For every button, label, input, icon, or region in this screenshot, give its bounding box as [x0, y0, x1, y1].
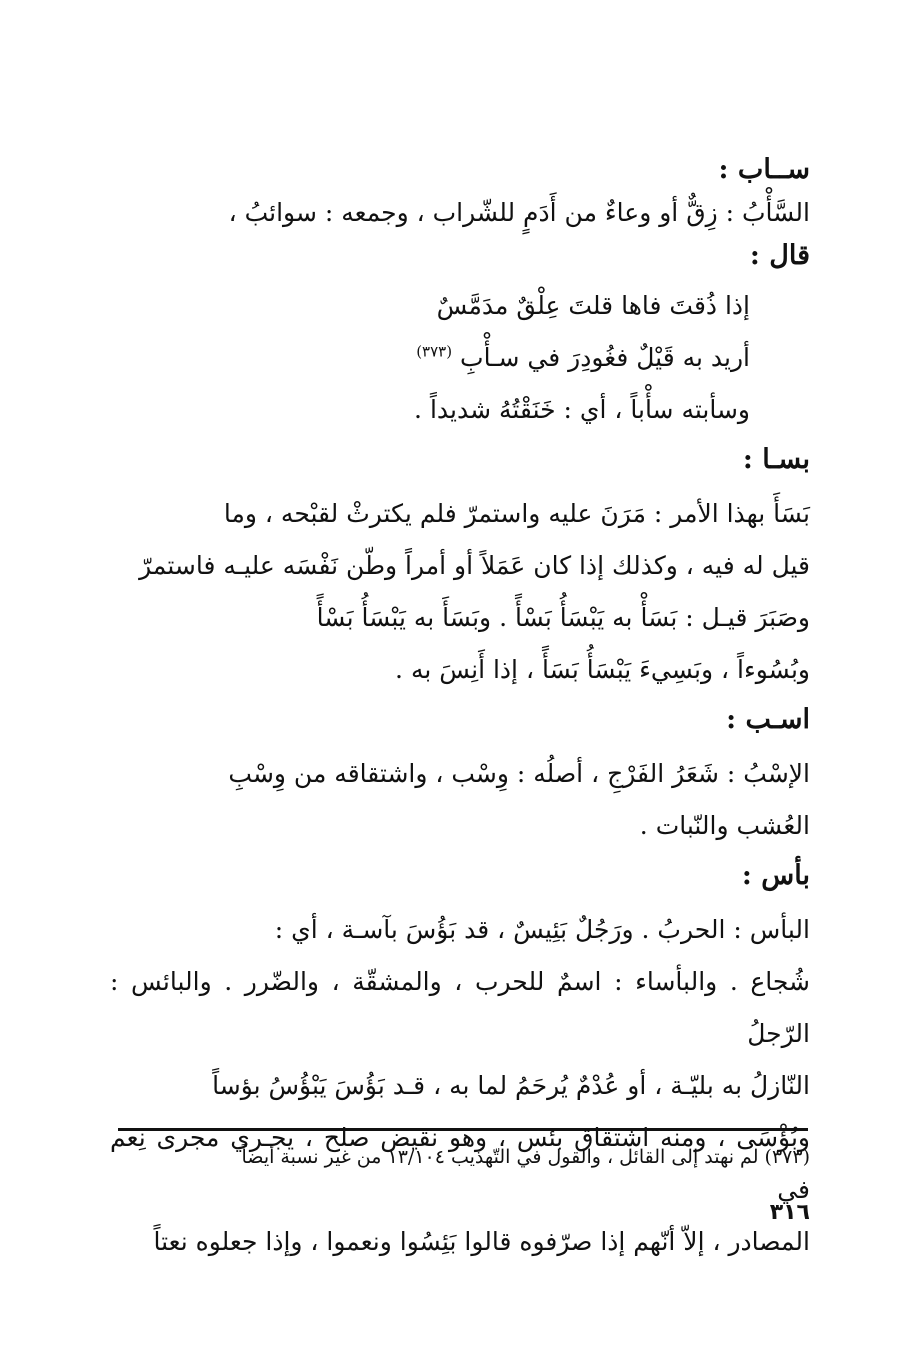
entry-heading-saab: ســاب :: [718, 154, 810, 185]
entry-line: الإسْبُ : شَعَرُ الفَرْجِ ، أصلُه : وِسْب ، واشتقاقه من وِسْبِ: [228, 759, 810, 788]
entry-heading-basa: بسـا :: [742, 444, 810, 475]
entry-line: بَسَأَ بهذا الأمر : مَرَنَ عليه واستمرّ فلم يكترثْ لقبْحه ، وما: [223, 499, 810, 528]
footnote: (٣٧٣) لم نهتد إلى القائل ، والقول في التّهذيب ١٣/١٠٤ من غير نسبة أيضاً: [241, 1146, 810, 1168]
entry-line: قيل له فيه ، وكذلك إذا كان عَمَلاً أو أمراً وطّن نَفْسَه عليـه فاستمرّ: [139, 551, 810, 580]
verse-line-2: [110, 332, 810, 384]
entry-heading-baas: بأس :: [741, 860, 810, 891]
verse-intro: قال :: [749, 240, 810, 271]
entry-line: شُجاع . والبأساء : اسمٌ للحرب ، والمشقّة ، والضّرر . والبائس : الرّجلُ: [110, 967, 810, 1048]
entry-line: وصَبَرَ قيـل : بَسَأْ به يَبْسَأُ بَسْأً . وبَسَأَ به يَبْسَأُ بَسْأً: [316, 603, 810, 632]
footnote-divider: [118, 1128, 808, 1131]
entry-line: وبُسُوءاً ، وبَسِيءَ يَبْسَأُ بَسَأً ، إذا أَنِسَ به .: [395, 655, 810, 684]
verse-line-2-text: أريد به قَيْلٌ فغُودِرَ في سـأْبِ: [460, 343, 750, 372]
page-number: ٣١٦: [769, 1200, 810, 1225]
verse-line-1: إذا ذُقتَ فاها قلتَ عِلْقٌ مدَمَّسٌ: [436, 291, 750, 320]
entry-line: المصادر ، إلاّ أنّهم إذا صرّفوه قالوا بَئِسُوا ونعموا ، وإذا جعلوه نعتاً: [153, 1227, 810, 1256]
footnote-ref: (٣٧٣): [416, 342, 453, 361]
entry-line: العُشب والنّبات .: [639, 811, 810, 840]
entry-line: وبُؤْسَى ، ومنه اشتقاق بئس ، وهو نقيض صلح ، يجـري مجرى نِعم في: [110, 1123, 810, 1204]
page-body: [110, 150, 810, 1268]
verse-after: وسأبته سأْباً ، أي : خَنَقْتُهُ شديداً .: [414, 395, 750, 424]
entry-heading-isb: اسـب :: [726, 704, 810, 735]
entry-line: السَّأْبُ : زِقٌّ أو وعاءٌ من أَدَمٍ للشّراب ، وجمعه : سوائبُ ،: [228, 198, 810, 227]
entry-line: النّازلُ به بليّـة ، أو عُدْمٌ يُرحَمُ لما به ، قـد بَؤُسَ يَبْؤُسُ بؤساً: [212, 1071, 810, 1100]
entry-line: البأس : الحربُ . ورَجُلٌ بَئِيسٌ ، قد بَؤُسَ بآسـة ، أي :: [274, 915, 810, 944]
